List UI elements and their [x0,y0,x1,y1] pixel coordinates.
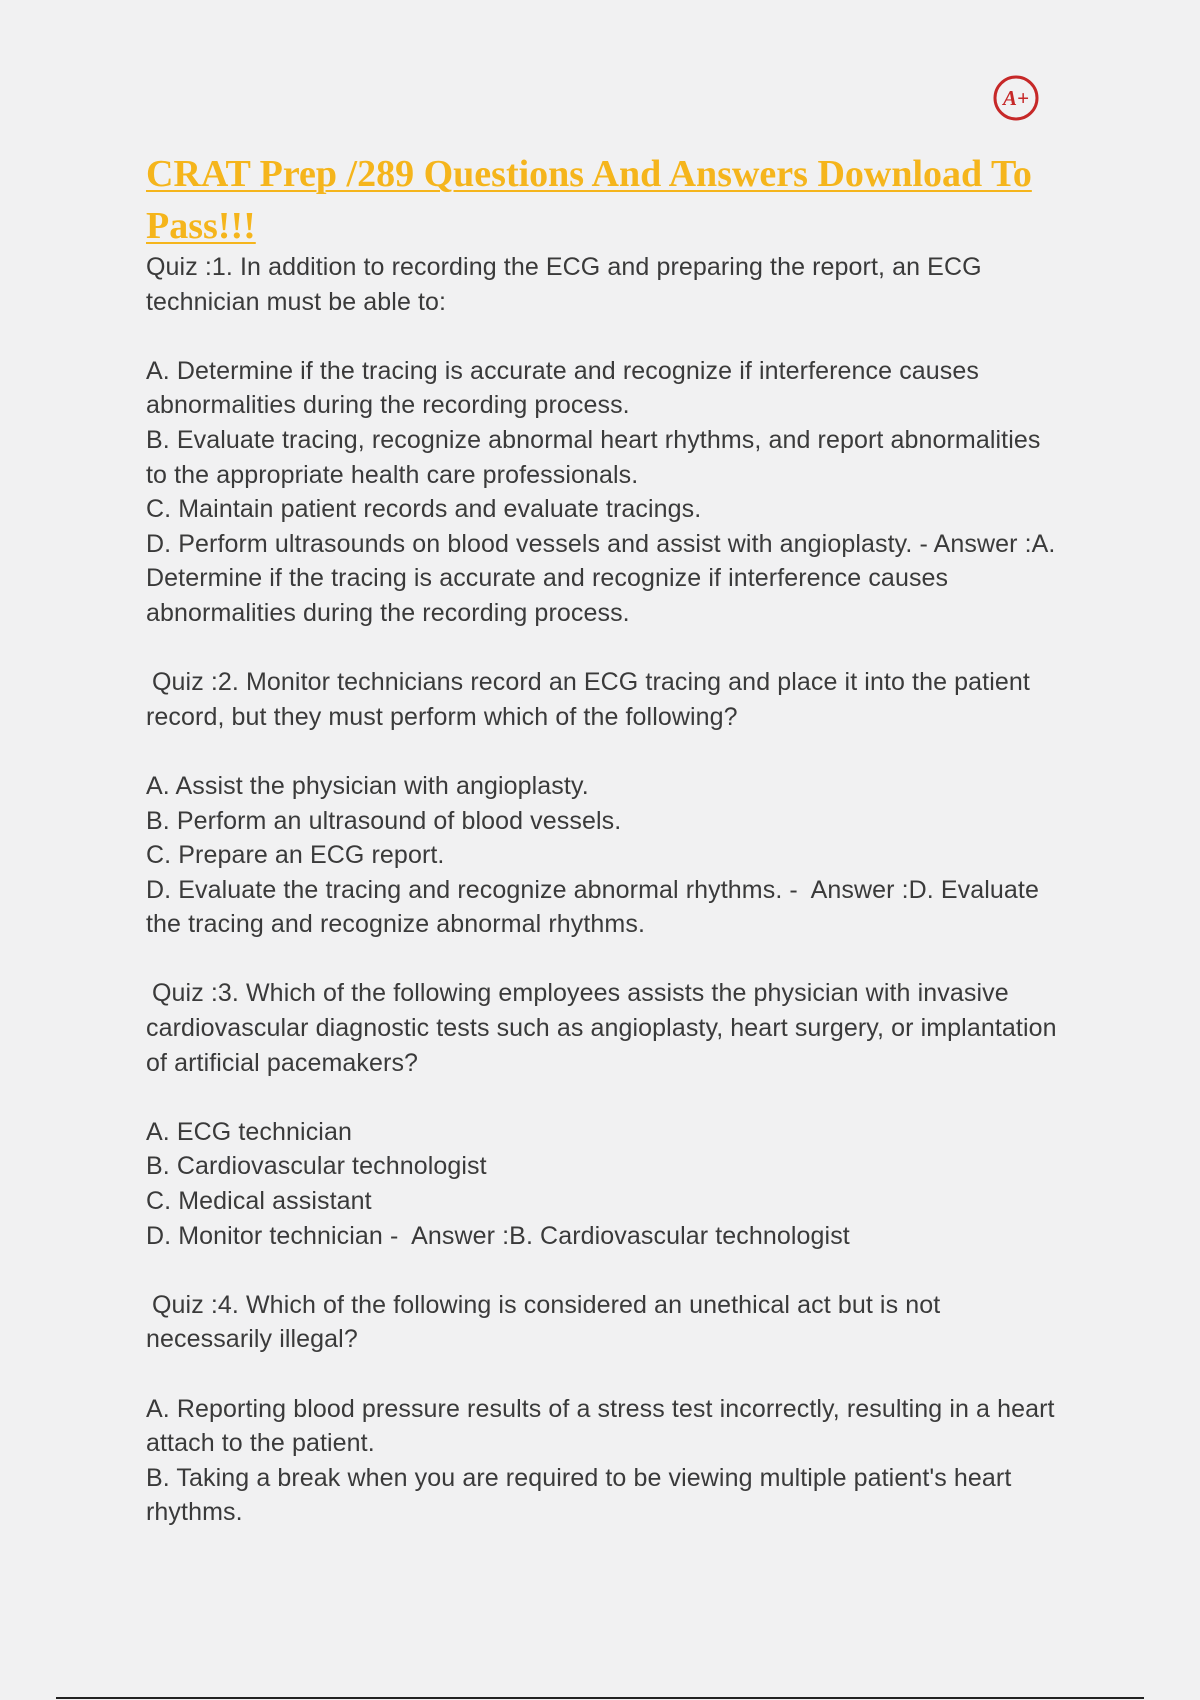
quiz-option-c: C. Prepare an ECG report. [146,841,445,870]
quiz-option-d: D. Evaluate the tracing and recognize abnormal rhythms. [146,875,783,904]
answer-separator: - [782,875,811,904]
answer-separator: - [912,529,934,558]
quiz-question: Quiz :1. In addition to recording the ECG and preparing the report, an ECG technician must be able to: [146,253,982,316]
page-bottom-divider [56,1697,1144,1699]
quiz-option-b: B. Taking a break when you are required to be viewing multiple patient's heart rhythms. [146,1463,1012,1527]
a-plus-grade-stamp-icon [992,74,1040,122]
quiz-option-d: D. Monitor technician [146,1221,383,1250]
quiz-answer: Answer :D. Evaluate the tracing and recognize abnormal rhythms. [146,875,1039,939]
quiz-option-d: D. Perform ultrasounds on blood vessels and assist with angioplasty. [146,529,913,558]
quiz-question: Quiz :4. Which of the following is considered an unethical act but is not necessarily illegal? [146,1290,941,1354]
quiz-question: Quiz :3. Which of the following employees assists the physician with invasive cardiovascular diagnostic tests such as angioplasty, heart surgery, or implantation of artificial pacemakers? [146,979,1057,1077]
quiz-answer: Answer :B. Cardiovascular technologist [411,1221,850,1250]
quiz-option-d-with-answer [146,527,1066,631]
quiz-answer: Answer :A. Determine if the tracing is accurate and recognize if interference causes abnormalities during the recording process. [146,529,1056,627]
quiz-item [146,976,1066,1253]
quiz-list [146,250,1066,1565]
quiz-option-c: C. Medical assistant [146,1187,372,1216]
quiz-option-a: A. ECG technician [146,1117,352,1146]
badge-text: A+ [1003,86,1029,110]
answer-separator: - [382,1221,412,1250]
quiz-option-b: B. Evaluate tracing, recognize abnormal heart rhythms, and report abnormalities to the appropriate health care professionals. [146,425,1041,489]
document-title: CRAT Prep /289 Questions And Answers Download To Pass!!! [146,153,1032,247]
quiz-option-b: B. Cardiovascular technologist [146,1152,487,1181]
quiz-option-a: A. Determine if the tracing is accurate and recognize if interference causes abnormalities during the recording process. [146,356,980,420]
quiz-item [146,1288,1066,1530]
quiz-question: Quiz :2. Monitor technicians record an ECG tracing and place it into the patient record, but they must perform which of the following? [146,668,1030,731]
quiz-item [146,250,1066,631]
quiz-option-a: A. Assist the physician with angioplasty. [146,771,589,800]
quiz-option-d-with-answer [146,1219,1066,1254]
quiz-option-c: C. Maintain patient records and evaluate tracings. [146,495,702,524]
quiz-option-b: B. Perform an ultrasound of blood vessels. [146,806,622,835]
quiz-option-d-with-answer [146,873,1066,942]
quiz-option-a: A. Reporting blood pressure results of a stress test incorrectly, resulting in a heart attach to the patient. [146,1394,1055,1458]
quiz-item [146,665,1066,942]
